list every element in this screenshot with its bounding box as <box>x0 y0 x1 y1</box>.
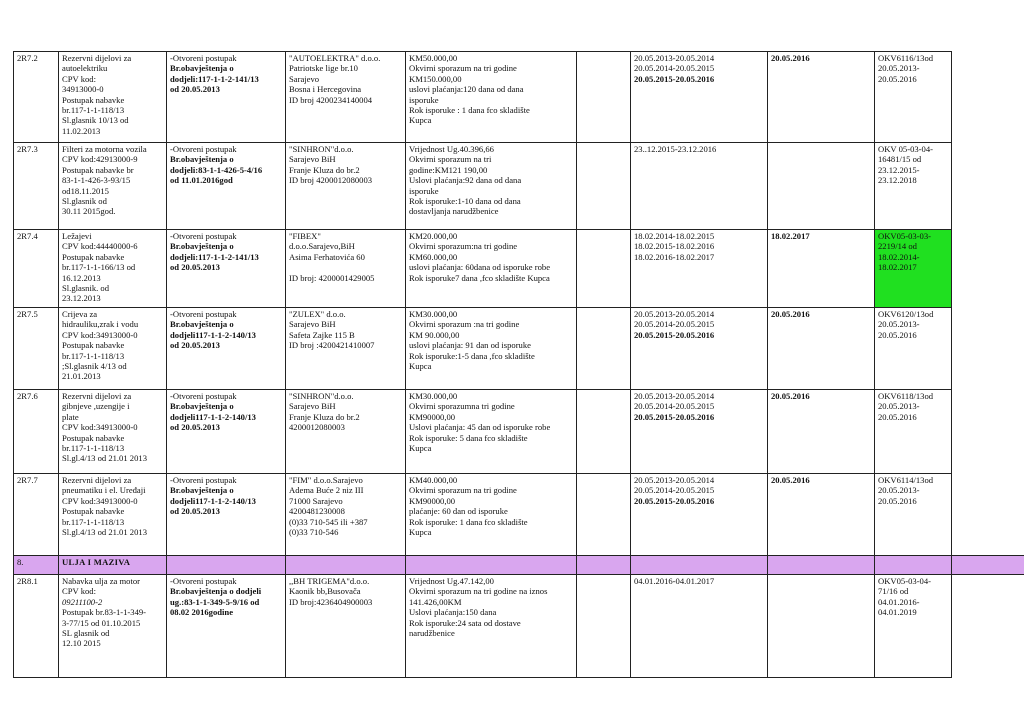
item-description-line: Postupak nabavke br <box>62 164 134 175</box>
item-description-line: Rezervni dijelovi za <box>62 53 132 63</box>
cpv-code: 09211100-2 <box>62 596 103 607</box>
contract-value-line: KM30.000,00 <box>409 309 458 319</box>
contract-number <box>875 390 952 474</box>
procedure-info-line: dodjeli:117-1-1-2-141/13 <box>170 251 259 262</box>
section-empty-cell <box>286 556 406 575</box>
expiry-date <box>768 390 875 474</box>
item-description-line: Sl.glasnik 10/13 od <box>62 115 129 126</box>
contract-value-line: Kupca <box>409 527 432 538</box>
supplier-info-line: "ZULEX" d.o.o. <box>289 309 346 319</box>
procedure-info-line: od 20.05.2013 <box>170 262 220 273</box>
expiry-date <box>768 474 875 556</box>
contract-value-line: Rok isporuke:1-5 dana ,fco skladište <box>409 350 535 361</box>
contract-number-line: OKV05-03-03- <box>878 231 931 241</box>
procedure-info-line: od 20.05.2013 <box>170 422 220 433</box>
contract-number-line: 71/16 od <box>878 586 909 597</box>
contract-number-line: 20.05.2016 <box>878 73 917 84</box>
contract-value-line: Uslovi plaćanja:92 dana od dana <box>409 175 522 186</box>
contract-period-line: 20.05.2014-20.05.2015 <box>634 485 715 496</box>
item-description-line: plate <box>62 411 79 422</box>
empty-cell <box>577 474 631 556</box>
contract-number-line: 23.12.2018 <box>878 175 917 186</box>
item-description-line: autoelektriku <box>62 63 108 74</box>
contract-value-line: isporuke <box>409 185 439 196</box>
section-empty-cell <box>768 556 875 575</box>
contract-value-line: Uslovi plaćanja:150 dana <box>409 607 497 618</box>
section-empty-cell <box>167 556 286 575</box>
item-description-line: gibnjeve ,uzengije i <box>62 401 130 412</box>
contract-value-line: Rok isporuke:24 sata od dostave <box>409 617 521 628</box>
contract-number <box>875 230 952 308</box>
item-description-line: SL glasnik od <box>62 628 110 639</box>
contract-number-line: OKV05-03-04- <box>878 576 931 586</box>
section-title <box>59 556 167 575</box>
contract-number-line: OKV6116/13od <box>878 53 934 63</box>
supplier-info-line: Sarajevo BiH <box>289 154 336 165</box>
item-description-line: Rezervni dijelovi za <box>62 475 132 485</box>
item-description-line: Sl.glasnik. od <box>62 283 110 294</box>
contract-number-line: 04.01.2019 <box>878 607 917 618</box>
contract-value-line: KM90000,00 <box>409 411 456 422</box>
contract-period-line: 20.05.2015-20.05.2016 <box>634 411 715 422</box>
contract-number-line: 20.05.2013- <box>878 63 920 74</box>
contract-value-line: Vrijednost Ug.47.142,00 <box>409 576 494 586</box>
supplier-info <box>286 575 406 678</box>
table-body <box>14 52 1024 678</box>
procedure-info-line: 08.02 2016godine <box>170 607 234 618</box>
item-description-line: CPV kod:34913000-0 <box>62 329 138 340</box>
table-row <box>14 230 1024 308</box>
item-description-line: CPV kod:34913000-0 <box>62 422 138 433</box>
item-description <box>59 52 167 143</box>
item-description-line: Postupak nabavke <box>62 432 125 443</box>
contract-value-line: KM90000,00 <box>409 495 456 506</box>
procedure-info-line: ug.:83-1-1-349-5-9/16 od <box>170 596 260 607</box>
procedure-info-line: od 20.05.2013 <box>170 340 220 351</box>
contract-value-line: KM50.000,00 <box>409 53 458 63</box>
expiry-date <box>768 52 875 143</box>
contract-value-line: Okvirni sporazum na tri godine <box>409 485 517 496</box>
expiry-date-text <box>771 144 871 154</box>
supplier-info-line: ID broj :4200421410007 <box>289 340 375 351</box>
contract-value-line: Okvirni sporazum :na tri godine <box>409 319 520 330</box>
contract-value-line: Rok isporuke7 dana ,fco skladište Kupca <box>409 272 550 283</box>
contract-value-line: KM40.000,00 <box>409 475 458 485</box>
contract-value-line: Uslovi plaćanja: 45 dan od isporuke robe <box>409 422 551 433</box>
item-description-line: 3-77/15 od 01.10.2015 <box>62 617 141 628</box>
supplier-info-line: Kaonik bb,Busovača <box>289 586 361 597</box>
supplier-info <box>286 143 406 230</box>
row-id-text: 2R7.7 <box>17 475 38 485</box>
supplier-info <box>286 390 406 474</box>
procedure-info-line: Br.obavještenja o <box>170 401 234 412</box>
procedure-info-line: -Otvoreni postupak <box>170 475 237 485</box>
contract-value <box>406 230 577 308</box>
row-id <box>14 575 59 678</box>
procedure-info <box>167 474 286 556</box>
contract-value-line: 141.426,00KM <box>409 596 462 607</box>
item-description <box>59 474 167 556</box>
row-id-text: 2R7.2 <box>17 53 38 63</box>
item-description <box>59 143 167 230</box>
contract-period <box>631 230 768 308</box>
contract-period-line: 04.01.2016-04.01.2017 <box>634 576 715 586</box>
contract-value-line: dostavljanja narudžbenice <box>409 206 499 217</box>
item-description <box>59 308 167 390</box>
supplier-info-line: "SINHRON"d.o.o. <box>289 144 354 154</box>
section-empty-cell <box>952 556 1024 575</box>
contract-period-line: 18.02.2016-18.02.2017 <box>634 251 715 262</box>
item-description <box>59 575 167 678</box>
procedure-info-line: -Otvoreni postupak <box>170 309 237 319</box>
supplier-info-line: Patriotske lige br.10 <box>289 63 358 74</box>
contract-period <box>631 143 768 230</box>
item-description-line: Ležajevi <box>62 231 92 241</box>
item-description-line: Crijeva za <box>62 309 98 319</box>
procedure-info <box>167 230 286 308</box>
contract-value-line: Vrijednost Ug.40.396,66 <box>409 144 494 154</box>
contract-number-line: OKV6114/13od <box>878 475 934 485</box>
contract-number-line: 2219/14 od <box>878 241 917 252</box>
procedure-info-line: Br.obavještenja o <box>170 154 234 165</box>
item-description-line: Rezervni dijelovi za <box>62 391 132 401</box>
item-description-line: br.117-1-1-118/13 <box>62 105 125 116</box>
contract-period-line: 20.05.2013-20.05.2014 <box>634 391 715 401</box>
procedure-info-line: Br.obavještenja o <box>170 485 234 496</box>
contract-value-line: Rok isporuke: 1 dana fco skladište <box>409 516 528 527</box>
procedure-info-line: Br.obavještenja o <box>170 63 234 74</box>
expiry-date-text: 20.05.2016 <box>771 475 810 485</box>
contract-number-line: 20.05.2013- <box>878 319 920 330</box>
contract-period-line: 20.05.2015-20.05.2016 <box>634 495 715 506</box>
contract-number-line: OKV 05-03-04- <box>878 144 933 154</box>
contract-period-line: 18.02.2014-18.02.2015 <box>634 231 715 241</box>
supplier-info-line: ID broj 4200012080003 <box>289 175 373 186</box>
row-id-text: 2R7.3 <box>17 144 38 154</box>
empty-cell <box>577 143 631 230</box>
contract-number-line: 20.05.2016 <box>878 495 917 506</box>
contract-value-line: KM150.000,00 <box>409 73 462 84</box>
section-number-text: 8. <box>17 557 24 567</box>
supplier-info-line: 4200481230008 <box>289 506 345 517</box>
item-description-line: br.117-1-1-118/13 <box>62 516 125 527</box>
contract-value-line: Kupca <box>409 115 432 126</box>
item-description-line: 23.12.2013 <box>62 293 101 304</box>
row-id <box>14 52 59 143</box>
procedure-info-line: -Otvoreni postupak <box>170 391 237 401</box>
expiry-date <box>768 143 875 230</box>
item-description-line: Postupak br.83-1-1-349- <box>62 607 147 618</box>
contract-value-line: Rok isporuke:1-10 dana od dana <box>409 196 521 207</box>
contract-period-line: 20.05.2013-20.05.2014 <box>634 53 715 63</box>
contract-value-line: KM20.000,00 <box>409 231 458 241</box>
expiry-date-text: 20.05.2016 <box>771 53 810 63</box>
procedure-info <box>167 390 286 474</box>
contract-number-line: 20.05.2013- <box>878 485 920 496</box>
contract-period <box>631 390 768 474</box>
empty-cell <box>577 52 631 143</box>
contract-number-line: 20.05.2016 <box>878 411 917 422</box>
contract-period-line: 20.05.2014-20.05.2015 <box>634 63 715 74</box>
item-description-line: br.117-1-1-118/13 <box>62 350 125 361</box>
item-description-line: 34913000-0 <box>62 84 104 95</box>
supplier-info <box>286 230 406 308</box>
supplier-info-line: ID broj:4236404900003 <box>289 596 373 607</box>
contract-number <box>875 143 952 230</box>
supplier-info-line: Sarajevo <box>289 73 320 84</box>
contract-period-line: 20.05.2013-20.05.2014 <box>634 309 715 319</box>
table-row <box>14 308 1024 390</box>
expiry-date <box>768 230 875 308</box>
contract-period <box>631 308 768 390</box>
contract-value <box>406 474 577 556</box>
contract-number-line: 18.02.2014- <box>878 251 920 262</box>
procedure-info-line: od 20.05.2013 <box>170 506 220 517</box>
supplier-info-line: d.o.o.Sarajevo,BiH <box>289 241 355 252</box>
item-description-line: CPV kod: <box>62 586 96 597</box>
supplier-info-line: Adema Buće 2 niz III <box>289 485 364 496</box>
item-description-line: 11.02.2013 <box>62 125 101 136</box>
contract-period-line: 20.05.2015-20.05.2016 <box>634 329 715 340</box>
row-id-text: 2R8.1 <box>17 576 38 586</box>
item-description-line: ;Sl.glasnik 4/13 od <box>62 361 127 372</box>
item-description-line: 83-1-1-426-3-93/15 <box>62 175 131 186</box>
row-id <box>14 230 59 308</box>
supplier-info-line: Sarajevo BiH <box>289 319 336 330</box>
contract-period-line: 23..12.2015-23.12.2016 <box>634 144 717 154</box>
expiry-date-text: 20.05.2016 <box>771 391 810 401</box>
contract-period-line: 20.05.2013-20.05.2014 <box>634 475 715 485</box>
item-description-line: 30.11 2015god. <box>62 206 116 217</box>
procedure-info <box>167 52 286 143</box>
item-description-line: hidrauliku,zrak i vodu <box>62 319 139 330</box>
section-empty-cell <box>631 556 768 575</box>
contract-value-line: godine:KM121 190,00 <box>409 164 488 175</box>
section-number <box>14 556 59 575</box>
supplier-info-line: 71000 Sarajevo <box>289 495 343 506</box>
row-id <box>14 390 59 474</box>
procedure-info-line: Br.obavještenja o dodjeli <box>170 586 262 597</box>
procedure-info-line: dodjeli117-1-1-2-140/13 <box>170 495 256 506</box>
supplier-info-line <box>289 262 402 272</box>
contract-number-line: OKV6118/13od <box>878 391 934 401</box>
item-description-line: CPV kod:44440000-6 <box>62 241 138 252</box>
contract-number-line: OKV6120/13od <box>878 309 934 319</box>
contract-value-line: Rok isporuke: 5 dana fco skladište <box>409 432 528 443</box>
contract-period <box>631 474 768 556</box>
item-description-line: Sl.gl.4/13 od 21.01 2013 <box>62 527 147 538</box>
item-description-line: Sl.glasnik od <box>62 196 107 207</box>
contract-value-line: uslovi plaćanja: 60dana od isporuke robe <box>409 262 551 273</box>
row-id <box>14 143 59 230</box>
item-description-line: 12.10 2015 <box>62 638 101 649</box>
procedure-info-line: -Otvoreni postupak <box>170 576 237 586</box>
expiry-date <box>768 308 875 390</box>
supplier-info-line: Sarajevo BiH <box>289 401 336 412</box>
supplier-info-line: Bosna i Hercegovina <box>289 84 362 95</box>
procedure-info-line: -Otvoreni postupak <box>170 144 237 154</box>
item-description-line: Postupak nabavke <box>62 251 125 262</box>
procedure-info-line: dodjeli117-1-1-2-140/13 <box>170 411 256 422</box>
procedure-info <box>167 143 286 230</box>
contract-number-line: 04.01.2016- <box>878 596 920 607</box>
procedure-info-line: Br.obavještenja o <box>170 241 234 252</box>
section-empty-cell <box>875 556 952 575</box>
contract-value-line: Okvirni sporazum na tri godine <box>409 63 517 74</box>
supplier-info-line: (0)33 710-545 ili +387 <box>289 516 368 527</box>
section-title-text: ULJA I MAZIVA <box>62 557 131 567</box>
contract-period-line: 20.05.2014-20.05.2015 <box>634 401 715 412</box>
expiry-date <box>768 575 875 678</box>
procedure-info-line: dodjeli:117-1-1-2-141/13 <box>170 73 259 84</box>
supplier-info-line: Safeta Zajke 115 B <box>289 329 355 340</box>
expiry-date-text: 18.02.2017 <box>771 231 810 241</box>
contract-period-line: 18.02.2015-18.02.2016 <box>634 241 715 252</box>
contract-value-line: narudžbenice <box>409 628 455 639</box>
table-row <box>14 143 1024 230</box>
row-id-text: 2R7.4 <box>17 231 38 241</box>
table-row <box>14 52 1024 143</box>
contract-value-line: Okvirni sporazum:na tri godine <box>409 241 518 252</box>
supplier-info <box>286 474 406 556</box>
contract-period <box>631 52 768 143</box>
section-header-row <box>14 556 1024 575</box>
item-description-line: 21.01.2013 <box>62 371 101 382</box>
item-description-line: CPV kod:42913000-9 <box>62 154 138 165</box>
contract-value-line: Kupca <box>409 361 432 372</box>
item-description-line: Sl.gl.4/13 od 21.01 2013 <box>62 453 147 464</box>
table-row <box>14 390 1024 474</box>
contract-number-line: 20.05.2016 <box>878 329 917 340</box>
supplier-info <box>286 308 406 390</box>
contract-value-line: KM 90.000,00 <box>409 329 460 340</box>
supplier-info-line: "FIM" d.o.o.Sarajevo <box>289 475 363 485</box>
item-description-line: Postupak nabavke <box>62 340 125 351</box>
item-description-line: Postupak nabavke <box>62 94 125 105</box>
procedure-info-line: -Otvoreni postupak <box>170 231 237 241</box>
item-description-line: pneumatiku i el. Uređaji <box>62 485 146 496</box>
supplier-info <box>286 52 406 143</box>
row-id <box>14 474 59 556</box>
expiry-date-text <box>771 576 871 586</box>
item-description-line: Filteri za motorna vozila <box>62 144 147 154</box>
contract-value <box>406 575 577 678</box>
contract-value-line: Okvirni sporazum na tri <box>409 154 492 165</box>
procedure-info <box>167 308 286 390</box>
item-description-line: od18.11.2015 <box>62 185 109 196</box>
contract-value <box>406 308 577 390</box>
item-description-line: 16.12.2013 <box>62 272 101 283</box>
supplier-info-line: Franje Kluza do br.2 <box>289 411 360 422</box>
contract-value-line: uslovi plaćanja: 91 dan od isporuke <box>409 340 531 351</box>
contract-period-line: 20.05.2015-20.05.2016 <box>634 73 715 84</box>
supplier-info-line: Franje Kluza do br.2 <box>289 164 360 175</box>
supplier-info-line: 4200012080003 <box>289 422 345 433</box>
empty-cell <box>577 308 631 390</box>
contract-value-line: plaćanje: 60 dan od isporuke <box>409 506 508 517</box>
item-description-line: CPV kod: <box>62 73 96 84</box>
contract-value <box>406 52 577 143</box>
contract-value-line: Okvirni sporazum na tri godine na iznos <box>409 586 548 597</box>
row-id <box>14 308 59 390</box>
supplier-info-line: "SINHRON"d.o.o. <box>289 391 354 401</box>
item-description <box>59 230 167 308</box>
row-id-text: 2R7.5 <box>17 309 38 319</box>
contract-number-line: 16481/15 od <box>878 154 922 165</box>
contract-value-line: KM60.000,00 <box>409 251 458 262</box>
table-row <box>14 575 1024 678</box>
contract-value <box>406 143 577 230</box>
contract-period-line: 20.05.2014-20.05.2015 <box>634 319 715 330</box>
item-description <box>59 390 167 474</box>
contract-value-line: Kupca <box>409 443 432 454</box>
item-description-line: Postupak nabavke <box>62 506 125 517</box>
empty-cell <box>577 390 631 474</box>
table-row <box>14 474 1024 556</box>
supplier-info-line: ID broj 4200234140004 <box>289 94 373 105</box>
procurement-table <box>13 51 1024 678</box>
supplier-info-line: ,,BH TRIGEMA"d.o.o. <box>289 576 370 586</box>
row-id-text: 2R7.6 <box>17 391 38 401</box>
procedure-info-line: od 11.01.2016god <box>170 175 233 186</box>
contract-value-line: Okvirni sporazumna tri godine <box>409 401 515 412</box>
supplier-info-line: "AUTOELEKTRA" d.o.o. <box>289 53 381 63</box>
section-empty-cell <box>577 556 631 575</box>
procedure-info <box>167 575 286 678</box>
empty-cell <box>577 575 631 678</box>
contract-value-line: uslovi plaćanja:120 dana od dana <box>409 84 524 95</box>
item-description-line: br.117-1-1-166/13 od <box>62 262 136 273</box>
item-description-line: CPV kod:34913000-0 <box>62 495 138 506</box>
contract-period <box>631 575 768 678</box>
contract-number <box>875 474 952 556</box>
procedure-info-line: od 20.05.2013 <box>170 84 220 95</box>
procedure-info-line: dodjeli:83-1-1-426-5-4/16 <box>170 164 263 175</box>
section-empty-cell <box>406 556 577 575</box>
procedure-info-line: -Otvoreni postupak <box>170 53 237 63</box>
contract-number-line: 20.05.2013- <box>878 401 920 412</box>
contract-number-line: 23.12.2015- <box>878 164 920 175</box>
contract-number <box>875 575 952 678</box>
expiry-date-text: 20.05.2016 <box>771 309 810 319</box>
empty-cell <box>577 230 631 308</box>
contract-value-line: KM30.000,00 <box>409 391 458 401</box>
contract-value <box>406 390 577 474</box>
item-description-line: br.117-1-1-118/13 <box>62 443 125 454</box>
supplier-info-line: (0)33 710-546 <box>289 527 339 538</box>
procedure-info-line: Br.obavještenja o <box>170 319 234 330</box>
contract-number-line: 18.02.2017 <box>878 262 917 273</box>
contract-value-line: isporuke <box>409 94 439 105</box>
supplier-info-line: "FIBEX" <box>289 231 321 241</box>
contract-value-line: Rok isporuke : 1 dana fco skladište <box>409 105 530 116</box>
contract-number <box>875 52 952 143</box>
item-description-line: Nabavka ulja za motor <box>62 576 141 586</box>
contract-number <box>875 308 952 390</box>
procedure-info-line: dodjeli117-1-1-2-140/13 <box>170 329 256 340</box>
supplier-info-line: Asima Ferhatovića 60 <box>289 251 365 262</box>
procurement-table-page <box>13 51 990 678</box>
supplier-info-line: ID broj: 4200001429005 <box>289 272 375 283</box>
